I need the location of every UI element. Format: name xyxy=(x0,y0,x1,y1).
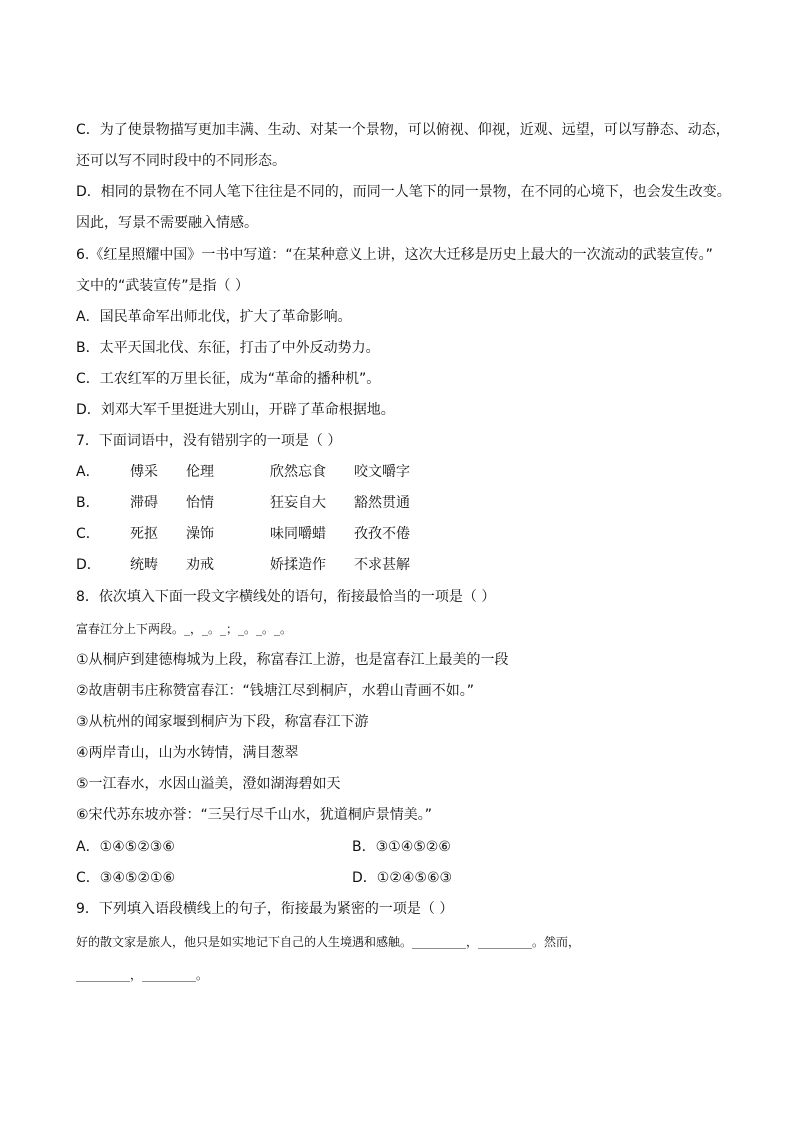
q8-options-row-1 xyxy=(76,838,451,856)
q8-option-b: B．③①④⑤②⑥ xyxy=(352,839,451,855)
q8-stem: 8．依次填入下面一段文字横线处的语句，衔接最恰当的一项是（ ） xyxy=(76,589,496,605)
word-3: 味同嚼蜡 xyxy=(270,526,326,542)
q6-stem-line1: 6.《红星照耀中国》一书中写道：“在某种意义上讲，这次大迁移是历史上最大的一次流动的武装宣传。” xyxy=(76,247,713,263)
q5-option-c-line1: C．为了使景物描写更加丰满、生动、对某一个景物，可以俯视、仰视，近观、远望，可以写静态、动态， xyxy=(76,122,730,138)
q8-option-c: C．③④⑤②①⑥ xyxy=(76,870,176,886)
q5-option-c-line2: 还可以写不同时段中的不同形态。 xyxy=(76,153,286,169)
word-4: 豁然贯通 xyxy=(354,495,410,511)
option-label: A． xyxy=(76,464,100,480)
word-1: 滞碍 xyxy=(130,495,158,511)
word-2: 伦理 xyxy=(186,464,214,480)
word-4: 咬文嚼字 xyxy=(354,464,410,480)
q8-option-d: D．①②④⑤⑥③ xyxy=(352,870,453,886)
q6-option-d: D．刘邓大军千里挺进大别山，开辟了革命根据地。 xyxy=(76,402,395,418)
q9-passage-line1: 好的散文家是旅人，他只是如实地记下自己的人生境遇和感触。_________，_________。然而， xyxy=(76,935,581,949)
q7-option-c xyxy=(76,525,410,543)
word-1: 统畴 xyxy=(130,557,158,573)
q6-stem-line2: 文中的“武装宣传”是指（ ） xyxy=(76,278,249,294)
q7-stem: 7．下面词语中，没有错别字的一项是（ ） xyxy=(76,433,342,449)
option-label: C． xyxy=(76,526,100,542)
option-label: D． xyxy=(76,557,101,573)
q6-option-b: B．太平天国北伐、东征，打击了中外反动势力。 xyxy=(76,340,380,356)
option-label: B． xyxy=(76,495,100,511)
q8-option-a: A．①④⑤②③⑥ xyxy=(76,839,175,855)
q7-option-b xyxy=(76,494,410,512)
word-2: 怡情 xyxy=(186,495,214,511)
word-3: 狂妄自大 xyxy=(270,495,326,511)
q8-item-4: ④两岸青山，山为水铸情，满目葱翠 xyxy=(76,745,299,761)
q5-option-d-line2: 因此，写景不需要融入情感。 xyxy=(76,215,258,231)
word-1: 傅采 xyxy=(130,464,158,480)
q5-option-d-line1: D．相同的景物在不同人笔下往往是不同的，而同一人笔下的同一景物，在不同的心境下，也会发生改变。 xyxy=(76,184,731,200)
q7-option-a xyxy=(76,463,410,481)
q8-item-2: ②故唐朝韦庄称赞富春江：“钱塘江尽到桐庐，水碧山青画不如。” xyxy=(76,683,475,699)
word-4: 不求甚解 xyxy=(354,557,410,573)
word-2: 澡饰 xyxy=(186,526,214,542)
q9-passage-line2: _________，_________。 xyxy=(76,968,209,982)
q6-option-c: C．工农红军的万里长征，成为“革命的播种机”。 xyxy=(76,371,381,387)
q8-options-row-2 xyxy=(76,869,453,887)
word-3: 娇揉造作 xyxy=(270,557,326,573)
q9-stem: 9．下列填入语段横线上的句子，衔接最为紧密的一项是（ ） xyxy=(76,901,454,917)
word-3: 欣然忘食 xyxy=(270,464,326,480)
word-1: 死抠 xyxy=(130,526,158,542)
q7-option-d xyxy=(76,556,410,574)
q6-option-a: A．国民革命军出师北伐，扩大了革命影响。 xyxy=(76,309,352,325)
word-2: 劝戒 xyxy=(186,557,214,573)
q8-item-1: ①从桐庐到建德梅城为上段，称富春江上游，也是富春江上最美的一段 xyxy=(76,652,509,668)
word-4: 孜孜不倦 xyxy=(354,526,410,542)
q8-item-3: ③从杭州的闻家堰到桐庐为下段，称富春江下游 xyxy=(76,714,369,730)
q8-item-6: ⑥宋代苏东坡亦誉：“三吴行尽千山水，犹道桐庐景情美。” xyxy=(76,807,433,823)
q8-passage: 富春江分上下两段。_，_。_；_。_。_。 xyxy=(76,622,293,636)
q8-item-5: ⑤一江春水，水因山溢美，澄如湖海碧如天 xyxy=(76,776,341,792)
